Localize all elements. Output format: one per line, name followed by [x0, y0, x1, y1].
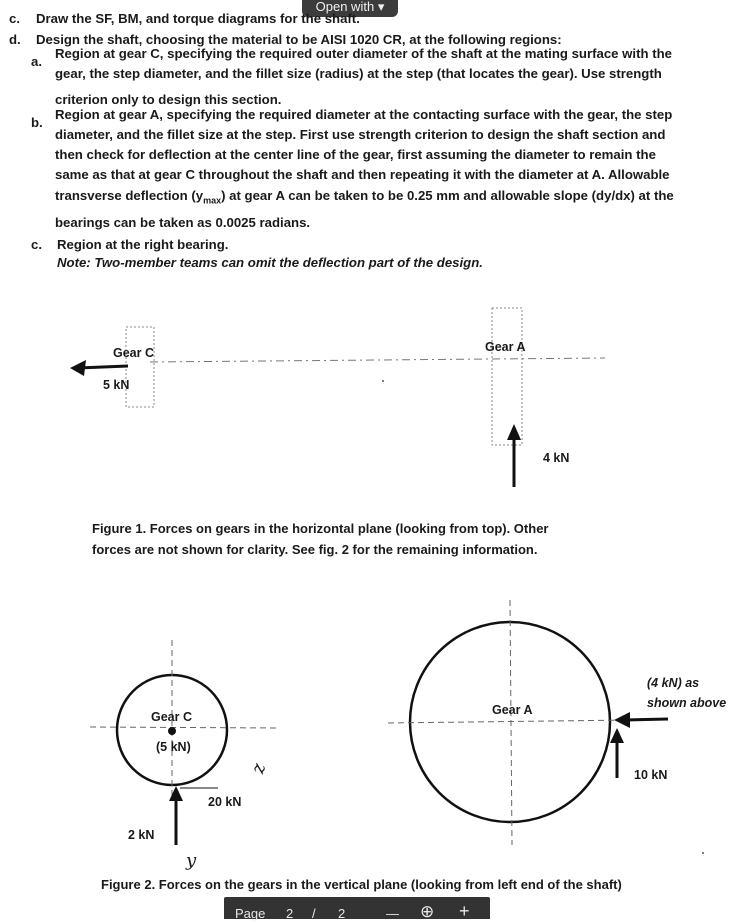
fig1-force-a-label: 4 kN [543, 451, 570, 465]
open-with-label: Open with [315, 0, 375, 14]
fig2-gear-c-label: Gear C [151, 710, 192, 724]
sub-b-line-3: then check for deflection at the center line of the gear, first assuming the diameter to remain the [55, 147, 656, 162]
sub-b-line-6: bearings can be taken as 0.0025 radians. [55, 215, 311, 230]
fig2-arrowhead-10kn [610, 728, 624, 743]
fig2-gear-c-hline [90, 727, 280, 728]
fig2-force-2kn: 2 kN [128, 828, 155, 842]
deflection-text: transverse deflection (y [55, 188, 204, 203]
fig2-note-line-2: shown above [647, 696, 727, 710]
fig2-note-line-1: (4 kN) as [647, 676, 700, 690]
sub-b-line-4: same as that at gear C throughout the shaft and then repeating it with the diameter at A. Allowable [55, 167, 670, 182]
deflection-text-end: ) at gear A can be taken to be 0.25 mm and allowable slope (dy/dx) at the [221, 188, 674, 203]
page-navigation-bar [224, 897, 490, 919]
fig2-gear-a-vline [510, 600, 512, 845]
fig2-gear-a-label: Gear A [492, 703, 533, 717]
sub-a-marker: a. [31, 54, 42, 69]
item-c-text: Draw the SF, BM, and torque diagrams for the shaft. [36, 11, 360, 26]
fig1-gear-c-label: Gear C [113, 346, 154, 360]
sub-b-line-2: diameter, and the fillet size at the step. First use strength criterion to design the shaft section and [55, 127, 666, 142]
page-separator: / [312, 906, 316, 921]
fig2-force-10kn: 10 kN [634, 768, 668, 782]
zoom-icon[interactable]: ⊕ [420, 902, 435, 921]
fig1-force-c-label: 5 kN [103, 378, 130, 392]
fig2-gear-c-sub: (5 kN) [156, 740, 191, 754]
zoom-out-button[interactable]: — [386, 906, 399, 921]
fig2-force-20kn: 20 kN [208, 795, 242, 809]
fig2-dot [702, 852, 704, 854]
page-label: Page [235, 906, 266, 921]
item-d-marker: d. [9, 32, 21, 47]
fig2-axis-y: y [186, 850, 197, 871]
note-text: Note: Two-member teams can omit the deflection part of the design. [57, 255, 483, 270]
sub-c-text: Region at the right bearing. [57, 237, 229, 252]
item-d-text: Design the shaft, choosing the material to be AISI 1020 CR, at the following regions: [36, 32, 562, 47]
item-c-marker: c. [9, 11, 20, 26]
fig2-arrowhead-4kn [614, 712, 630, 728]
sub-c-marker: c. [31, 237, 42, 252]
sub-b-line-1: Region at gear A, specifying the required diameter at the contacting surface with the gear, the step [55, 107, 673, 122]
fig2-arrow-4kn [625, 719, 668, 720]
total-pages: 2 [338, 906, 346, 921]
fig1-gear-a-label: Gear A [485, 340, 526, 354]
max-subscript: max [203, 195, 222, 206]
fig2-gear-a-hline [388, 720, 632, 723]
fig1-caption-line-1: Figure 1. Forces on gears in the horizontal plane (looking from top). Other [92, 521, 549, 536]
current-page-input[interactable]: 2 [286, 906, 294, 921]
sub-a-line-2: gear, the step diameter, and the fillet size (radius) at the step (that locates the gear). Use strength [55, 66, 662, 81]
fig2-caption: Figure 2. Forces on the gears in the vertical plane (looking from left end of the shaft) [101, 877, 622, 892]
fig2-gear-c-center [168, 727, 176, 735]
zoom-in-button[interactable]: + [459, 901, 470, 921]
fig1-caption-line-2: forces are not shown for clarity. See fig. 2 for the remaining information. [92, 542, 538, 557]
sub-b-marker: b. [31, 115, 43, 130]
sub-a-line-3: criterion only to design this section. [55, 92, 282, 107]
sub-a-line-1: Region at gear C, specifying the required outer diameter of the shaft at the mating surface with the [55, 46, 672, 61]
chevron-down-icon: ▾ [377, 0, 385, 14]
fig2-axis-z: z [247, 761, 271, 776]
